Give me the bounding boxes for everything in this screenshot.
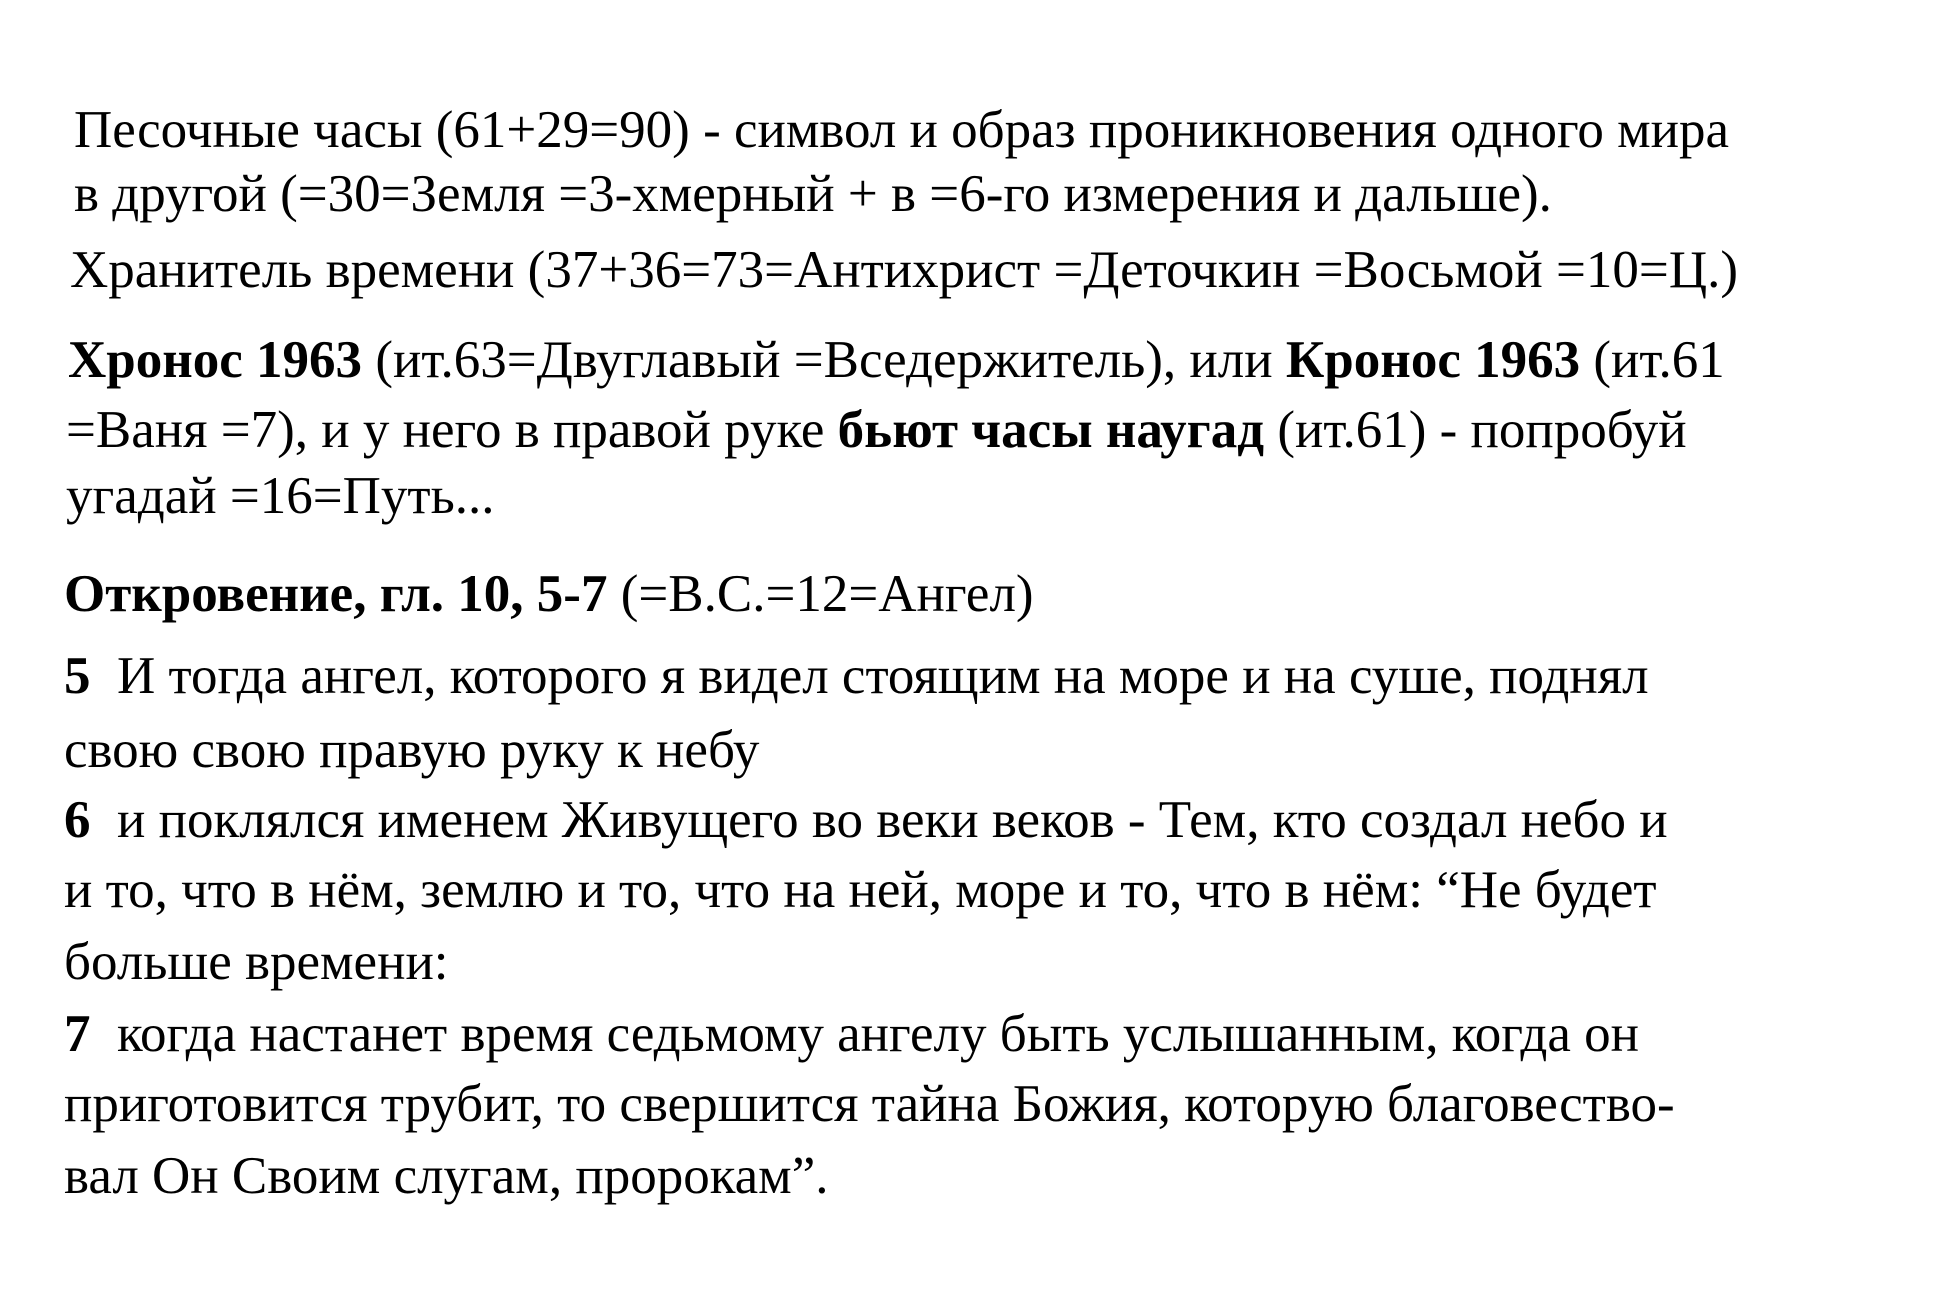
intro-line-1: Песочные часы (61+29=90) - символ и образ проникновения одного мира: [74, 101, 1730, 159]
chronos-line-2: =Ваня =7), и у него в правой руке бьют часы наугад (ит.61) - попробуй: [66, 401, 1687, 459]
verse-5-line-2: свою свою правую руку к небу: [64, 721, 760, 779]
clock-phrase: бьют часы наугад: [837, 401, 1265, 459]
revelation-heading: Откровение, гл. 10, 5-7 (=В.С.=12=Ангел): [64, 565, 1034, 623]
chronos-line-1: Хронос 1963 (ит.63=Двуглавый =Вседержитель), или Кронос 1963 (ит.61: [68, 331, 1725, 389]
verse-number: 5: [64, 647, 91, 705]
intro-line-2: в другой (=30=Земля =3-хмерный + в =6-го измерения и дальше).: [74, 165, 1552, 223]
verse-5-line-1: 5 И тогда ангел, которого я видел стоящим на море и на суше, поднял: [64, 647, 1649, 705]
intro-line-3: Хранитель времени (37+36=73=Антихрист =Деточкин =Восьмой =10=Ц.): [70, 241, 1738, 299]
verse-number: 7: [64, 1005, 91, 1063]
verse-number: 6: [64, 791, 91, 849]
verse-6-line-1: 6 и поклялся именем Живущего во веки веков - Тем, кто создал небо и: [64, 791, 1668, 849]
verse-6-line-2: и то, что в нём, землю и то, что на ней, море и то, что в нём: “Не будет: [64, 861, 1657, 919]
chronos-title: Хронос 1963: [68, 331, 363, 389]
kronos-title: Кронос 1963: [1285, 331, 1581, 389]
chronos-line-3: угадай =16=Путь...: [66, 467, 495, 525]
verse-7-line-1: 7 когда настанет время седьмому ангелу быть услышанным, когда он: [64, 1005, 1639, 1063]
verse-7-line-3: вал Он Своим слугам, пророкам”.: [64, 1147, 829, 1205]
verse-7-line-2: приготовится трубит, то свершится тайна Божия, которую благовество-: [64, 1075, 1675, 1133]
verse-6-line-3: больше времени:: [64, 933, 449, 991]
